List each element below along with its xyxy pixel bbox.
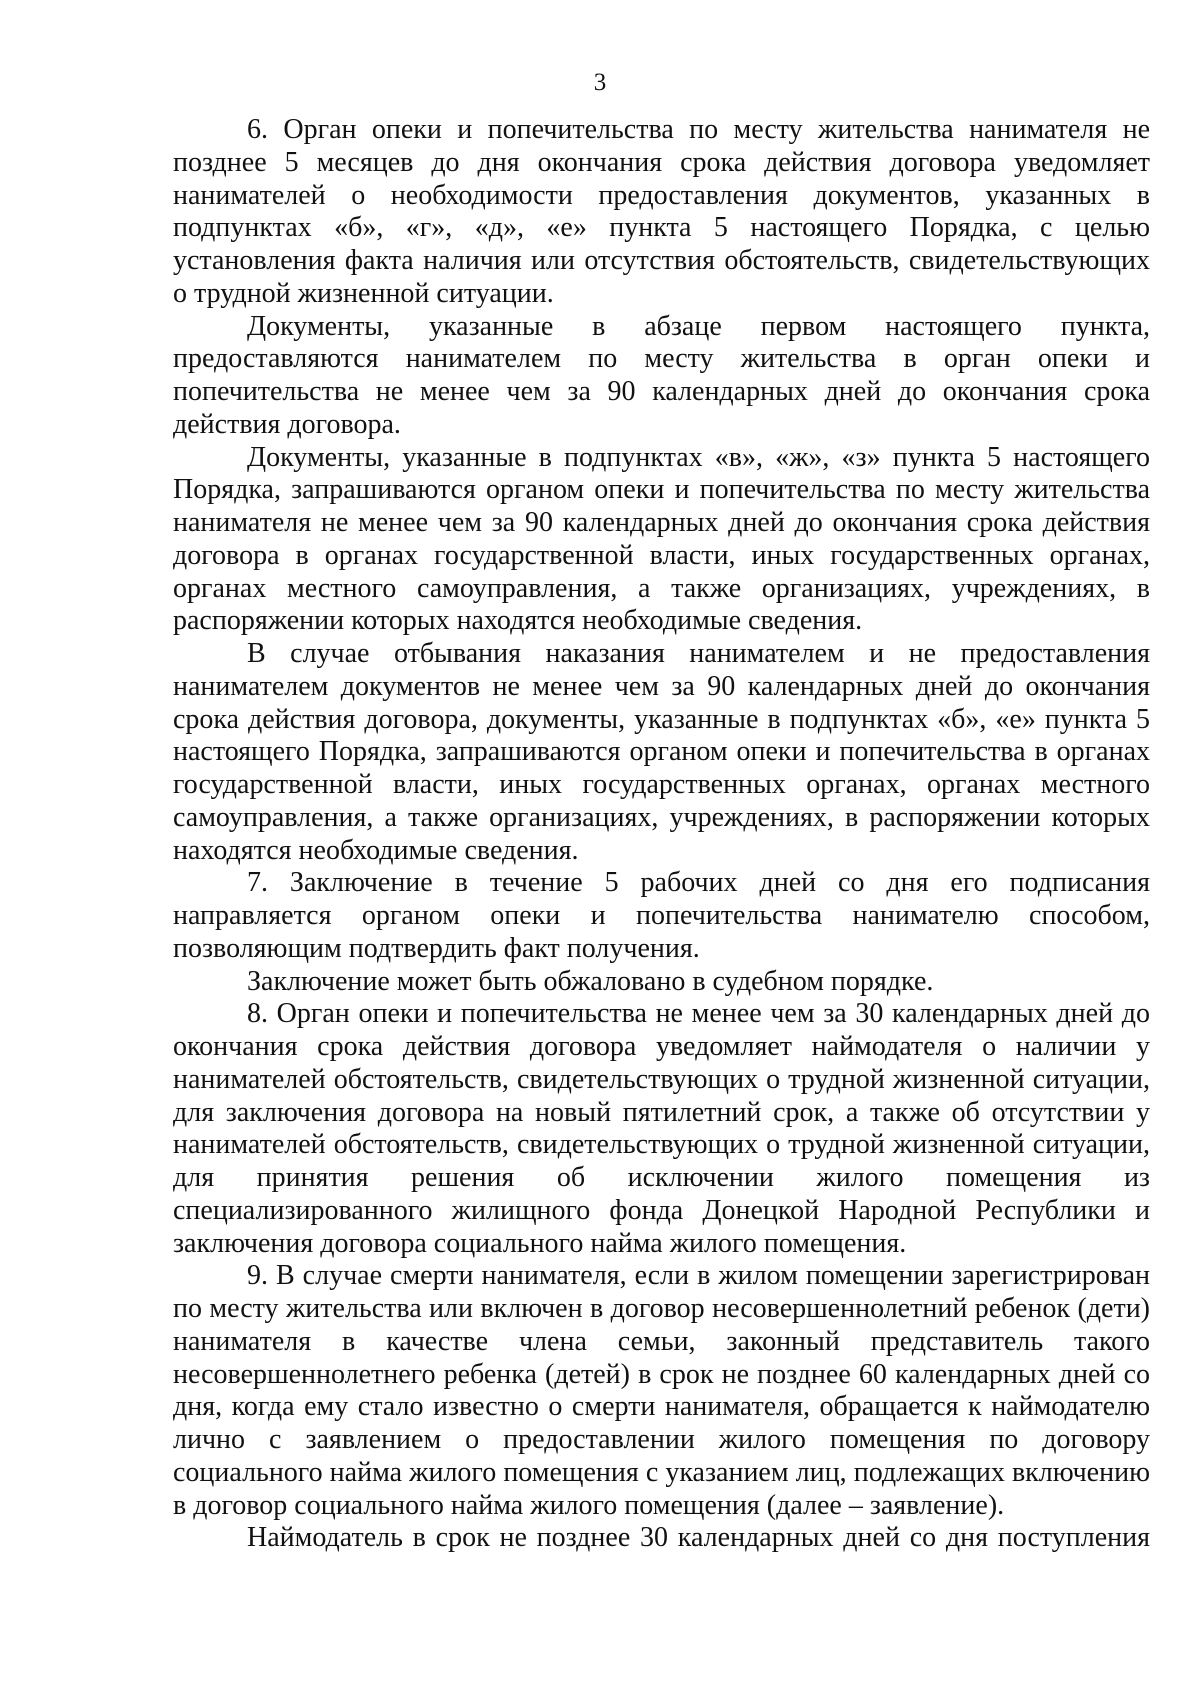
paragraph-documents-submission: Документы, указанные в абзаце первом настоящего пункта, предоставляются нанимателем по месту жительства в орган опеки и попечительства не менее чем за 90 календарных дней до окончания срока действия договора. [173, 310, 1150, 440]
paragraph-punishment-case: В случае отбывания наказания нанимателем и не предоставления нанимателем документов не менее чем за 90 календарных дней до окончания срока действия договора, документы, указанные в подпунктах «б», «е» пункта 5 настоящего Порядка, запрашиваются органом опеки и попечительства в органах государственной власти, иных государственных органах, органах местного самоуправления, а также организациях, учреждениях, в распоряжении которых находятся необходимые сведения. [173, 638, 1150, 866]
paragraph-appeal: Заключение может быть обжаловано в судебном порядке. [247, 965, 934, 997]
paragraph-landlord-term: Наймодатель в срок не позднее 30 календарных дней со дня поступления [247, 1522, 1150, 1554]
document-body [173, 114, 1150, 1555]
paragraph-item-9: 9. В случае смерти нанимателя, если в жилом помещении зарегистрирован по месту жительства или включен в договор несовершеннолетний ребенок (дети) нанимателя в качестве члена семьи, законный представитель такого несовершеннолетнего ребенка (детей) в срок не позднее 60 календарных дней со дня, когда ему стало известно о смерти нанимателя, обращается к наймодателю лично с заявлением о предоставлении жилого помещения по договору социального найма жилого помещения с указанием лиц, подлежащих включению в договор социального найма жилого помещения (далее – заявление). [173, 1260, 1150, 1521]
paragraph-item-8: 8. Орган опеки и попечительства не менее чем за 30 календарных дней до окончания срока действия договора уведомляет наймодателя о наличии у нанимателей обстоятельств, свидетельствующих о трудной жизненной ситуации, для заключения договора на новый пятилетний срок, а также об отсутствии у нанимателей обстоятельств, свидетельствующих о трудной жизненной ситуации, для принятия решения об исключении жилого помещения из специализированного жилищного фонда Донецкой Народной Республики и заключения договора социального найма жилого помещения. [173, 998, 1150, 1259]
paragraph-item-7: 7. Заключение в течение 5 рабочих дней со дня его подписания направляется органом опеки и попечительства нанимателю способом, позволяющим подтвердить факт получения. [173, 867, 1150, 964]
paragraph-item-6: 6. Орган опеки и попечительства по месту жительства нанимателя не позднее 5 месяцев до дня окончания срока действия договора уведомляет нанимателей о необходимости предоставления документов, указанных в подпунктах «б», «г», «д», «е» пункта 5 настоящего Порядка, с целью установления факта наличия или отсутствия обстоятельств, свидетельствующих о трудной жизненной ситуации. [173, 114, 1150, 309]
page-number: 3 [593, 69, 607, 96]
paragraph-documents-request: Документы, указанные в подпунктах «в», «ж», «з» пункта 5 настоящего Порядка, запрашиваются органом опеки и попечительства по месту жительства нанимателя не менее чем за 90 календарных дней до окончания срока действия договора в органах государственной власти, иных государственных органах, органах местного самоуправления, а также организациях, учреждениях, в распоряжении которых находятся необходимые сведения. [173, 441, 1150, 637]
